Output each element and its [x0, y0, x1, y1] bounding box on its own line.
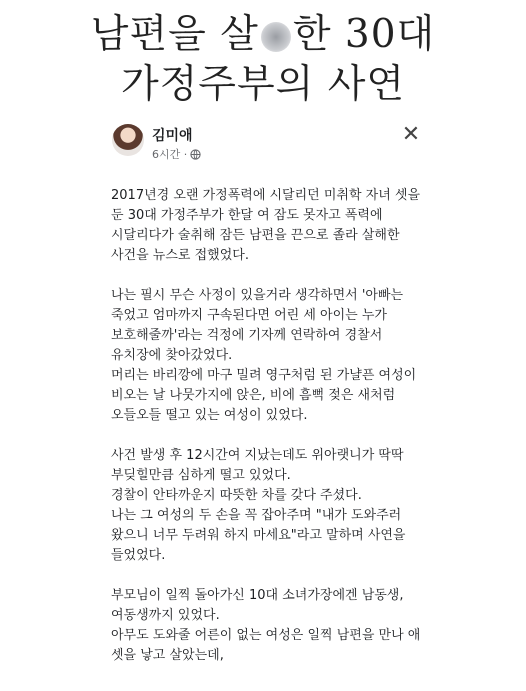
post-text-line: 머리는 바리깡에 마구 밀려 영구처럼 된 가냘픈 여성이: [111, 368, 417, 383]
post-text-line: 나는 그 여성의 두 손을 꼭 잡아주며 "내가 도와주러: [111, 508, 402, 523]
post-text-line: 비오는 날 나뭇가지에 앉은, 비에 흠뻑 젖은 새처럼: [111, 388, 396, 403]
post-text-line: 왔으니 너무 두려워 하지 마세요"라고 말하며 사연을: [111, 528, 406, 543]
author-name[interactable]: 김미애: [152, 128, 193, 144]
globe-icon: [190, 149, 201, 160]
headline-line-1-start: 남편을 살: [90, 12, 259, 57]
post-text-line: 아무도 도와줄 어른이 없는 여성은 일찍 남편을 만나 애: [111, 628, 421, 643]
post-paragraph: [111, 286, 421, 426]
post-paragraph: [111, 586, 421, 666]
post-header: [112, 124, 422, 172]
post-meta: [152, 146, 201, 162]
close-icon[interactable]: ✕: [401, 122, 421, 147]
post-text-line: 사건 발생 후 12시간여 지났는데도 위아랫니가 딱딱: [111, 448, 404, 463]
post-text-line: 유치장에 찾아갔었다.: [111, 348, 233, 363]
blur-smudge: [261, 22, 291, 52]
post-text-line: 경찰이 안타까운지 따뜻한 차를 갖다 주셨다.: [111, 488, 362, 503]
post-text-line: 부모님이 일찍 돌아가신 10대 소녀가장에겐 남동생,: [111, 588, 404, 603]
headline-line-2: 가정주부의 사연: [120, 62, 406, 107]
headline-line-1-end: 한 30대: [292, 12, 436, 57]
post-body: [111, 186, 421, 686]
post-text-line: 부딪힐만큼 심하게 떨고 있었다.: [111, 468, 291, 483]
post-text-line: 여동생까지 있었다.: [111, 608, 220, 623]
post-paragraph: [111, 186, 421, 266]
post-text-line: 보호해줄까'라는 걱정에 기자께 연락하여 경찰서: [111, 328, 383, 343]
post-text-line: 들었었다.: [111, 548, 166, 563]
post-time[interactable]: 6시간 ·: [152, 148, 188, 161]
post-text-line: 나는 필시 무슨 사정이 있을거라 생각하면서 '아빠는: [111, 288, 404, 303]
avatar[interactable]: [112, 124, 144, 156]
post-text-line: 2017년경 오랜 가정폭력에 시달리던 미취학 자녀 셋을: [111, 188, 421, 203]
headline-line-1: [0, 10, 526, 60]
post-paragraph: [111, 446, 421, 566]
post-text-line: 시달리다가 술취해 잠든 남편을 끈으로 졸라 살해한: [111, 228, 400, 243]
post-text-line: 죽었고 엄마까지 구속된다면 어린 세 아이는 누가: [111, 308, 387, 323]
post-text-line: 사건을 뉴스로 접했었다.: [111, 248, 249, 263]
news-headline: [0, 10, 526, 110]
post-text-line: 둔 30대 가정주부가 한달 여 잠도 못자고 폭력에: [111, 208, 383, 223]
post-text-line: 셋을 낳고 살았는데,: [111, 648, 224, 663]
post-text-line: 오들오들 떨고 있는 여성이 있었다.: [111, 408, 308, 423]
